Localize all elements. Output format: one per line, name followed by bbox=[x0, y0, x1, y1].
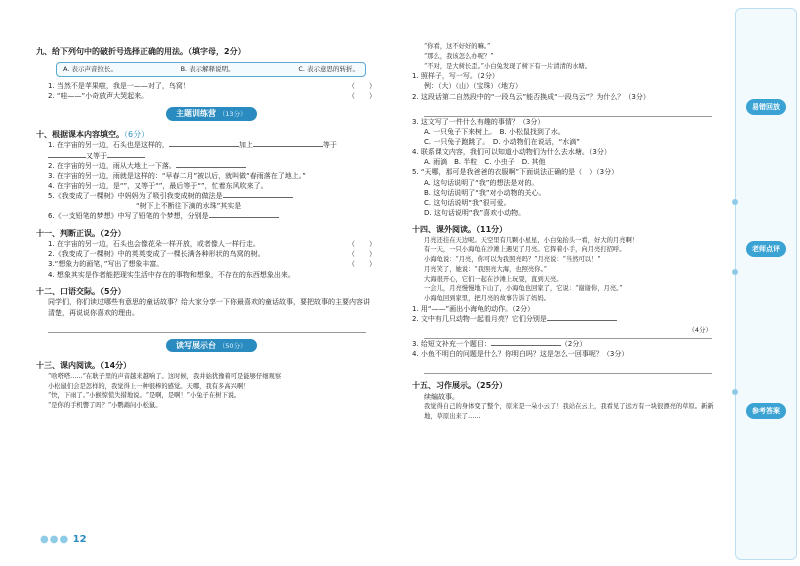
q11-item-4: 4. 想象其实是作者能把现实生活中存在的事物和想象，不存在的东西想象出来。 bbox=[48, 270, 295, 279]
q9-options bbox=[56, 62, 366, 77]
q15-title: 十五、习作展示。（25分） bbox=[412, 381, 508, 391]
q10-item-5: 5.《我变成了一棵树》中妈妈为了吸引我变成树的做法是 bbox=[36, 191, 376, 201]
page-number: ●●● 12 bbox=[40, 534, 87, 545]
left-column bbox=[36, 0, 376, 411]
q9-option-b: B. 表示解释说明。 bbox=[180, 64, 235, 73]
q14-question-3: 3. 给短文补充一个题目： （2分） bbox=[412, 340, 587, 349]
section-banner-theme: 主题训练营 （13分） bbox=[166, 107, 257, 121]
answer-line[interactable] bbox=[424, 104, 712, 117]
q14-title: 十四、课外阅读。（11分） bbox=[412, 225, 508, 235]
q10-item-5b: “树下上不断往下滴的水珠”其实是 bbox=[136, 202, 242, 211]
right-column bbox=[412, 0, 722, 422]
reading-questions: 1. 照样子，写一写。（2分） 例：（大）（山）（宝珠）（地方） 2. 这段话第二自然段中的“一段乌云”能否换成“一段乌云”？为什么？（3分） 3. 这文写了一件什么有趣的事情？（3分） A. 一只兔子下来树上。 B. 小松鼠找到了水。 C. 一只兔子跑跳了。 D. 小动物们在说话，“水滴” 4. 联系课文内容，我们可以知道小动物们为什么去水塘。（3分） A. 雨滴 B. 半粒 C. 小虫子 D. 其他 5. “天哪，那可是我爸爸的衣服啊”下面说法正确的是（ ）（3分） A. 这句话说明了“我”的想法是对的。 B. 这句话说明了“我”对小动物的关心。 C. 这句话说明“我”很可爱。 D. 这句话说明“我”喜欢小动物。 bbox=[412, 71, 722, 218]
q15-text: 我觉得自己的身体变了整个，原来是一朵小云了！我站在云上，我看见了远方有一块很漂亮的草原。新新地，草原出来了…… bbox=[424, 403, 714, 420]
answer-line[interactable] bbox=[48, 320, 366, 333]
sidebar-tab-answers[interactable]: 参考答案 bbox=[742, 403, 790, 419]
q9-item-2: 2. “哇——”小奇放声大哭起来。 （ ） bbox=[48, 92, 376, 101]
q11-title: 十一、判断正误。（2分） bbox=[36, 228, 126, 238]
q14-question-1: 1. 用“——”画出小海龟的动作。（2分） bbox=[412, 304, 535, 313]
q12-text: 同学们，你们读过哪些有意思的童话故事？给大家分享一下你最喜欢的童话故事，要把故事的主要内容讲清楚，再说说你喜欢的理由。 bbox=[48, 298, 370, 317]
q12-title: 十二、口语交际。（5分） bbox=[36, 286, 126, 296]
q14-question-2: 2. 文中有几只动物一起看月亮？它们分别是 bbox=[412, 314, 722, 324]
sidebar-tab-mistakes[interactable]: 易错回放 bbox=[742, 99, 790, 115]
answer-line[interactable] bbox=[424, 361, 712, 374]
q10-item-1: 1. 在宇宙的另一边，石头也是这样的， 加上 等于 bbox=[48, 141, 337, 150]
q11-item-3: 3.“想象力的画笔，”写出了想象丰富。 （ ） bbox=[48, 260, 376, 269]
q13-title: 十三、课内阅读。（14分） bbox=[36, 361, 132, 371]
q14-passage: 月亮还挂在天边呢。天空里有几颗小星星，小白兔抬头一看，好大的月亮啊！ 有一天，一只小海龟在沙滩上遇见了月亮。它挥着小手，向月亮打招呼。 小海龟说：“月亮，你可以为我照亮吗？”月亮说：“当然可以！” 月亮笑了，她说：“我照亮大海，也照亮你。” 大海很开心，它们一起在沙滩上玩耍，直到天亮。 一会儿，月亮慢慢地下山了，小海龟也回家了，它说：“谢谢你，月亮。” 小海龟回到家里，把月亮的故事告诉了妈妈。 bbox=[424, 236, 639, 303]
q9-item-1: 1. 当然不是苹果啦，我是一——对了，鸟窝！ （ ） bbox=[48, 82, 376, 91]
q10-item-1b: 又等于 bbox=[36, 151, 376, 161]
section-banner-reading: 读写展示台 （50分） bbox=[166, 339, 257, 353]
q13-passage: “啥嗒嗒……”在耿子里的声音越来越响了。这时候，我并始犹豫着可是能够仔细观察 小松鼠们会是怎样的，我觉得上一种很棒的感觉。天哪，我有多高兴啊！ “快，下雨了。”小猴惊慌失措地说。“是啊，是啊！”小兔子在树下说。 “是你的手机響了吗？”小鹦鹉问小松鼠。 bbox=[48, 372, 282, 410]
q9-option-c: C. 表示意思的转折。 bbox=[298, 64, 359, 73]
story-top: “你看，这不好好的嘛。” “那么，我该怎么办呢？” “不对，是大树长歪。”小白兔发现了树下有一片清清的水塘。 bbox=[424, 43, 592, 70]
right-sidebar bbox=[735, 8, 797, 560]
q10-item-2: 2. 在宇宙的另一边，雨从大地上一下落。 bbox=[36, 161, 376, 171]
q10-item-3: 3. 在宇宙的另一边，雨就是这样的：“早春二月”被以后，就叫做“春雨落在了地上。” bbox=[48, 171, 306, 180]
q11-item-2: 2.《我变成了一棵树》中的英英变成了一棵长满各种形状的鸟窝的树。 （ ） bbox=[48, 250, 376, 259]
q9-title: 九、给下列句中的破折号选择正确的用法。（填字母，2分） bbox=[36, 47, 246, 56]
sidebar-tab-teacher[interactable]: 老师点评 bbox=[742, 241, 790, 257]
q10-item-6: 6.《一支铅笔的梦想》中写了铅笔的个梦想，分别是 bbox=[36, 211, 376, 221]
q9-option-a: A. 表示声音拉长。 bbox=[63, 64, 117, 73]
q14-question-4: 4. 小鱼不明白的问题是什么？你明白吗？这是怎么一回事呢？（3分） bbox=[412, 350, 629, 359]
q10-item-4: 4. 在宇宙的另一边，是“”，又等于“”，最后等于“”，忙着东风吹来了。 bbox=[48, 182, 268, 191]
q15-sub: 续编故事。 bbox=[424, 393, 459, 402]
q10-title: 十、根据课本内容填空。（6分） bbox=[36, 129, 150, 139]
q11-item-1: 1. 在宇宙的另一边，石头也会像花朵一样开放，或者像人一样行走。 （ ） bbox=[48, 240, 376, 249]
answer-line[interactable]: （4分） bbox=[424, 326, 712, 339]
